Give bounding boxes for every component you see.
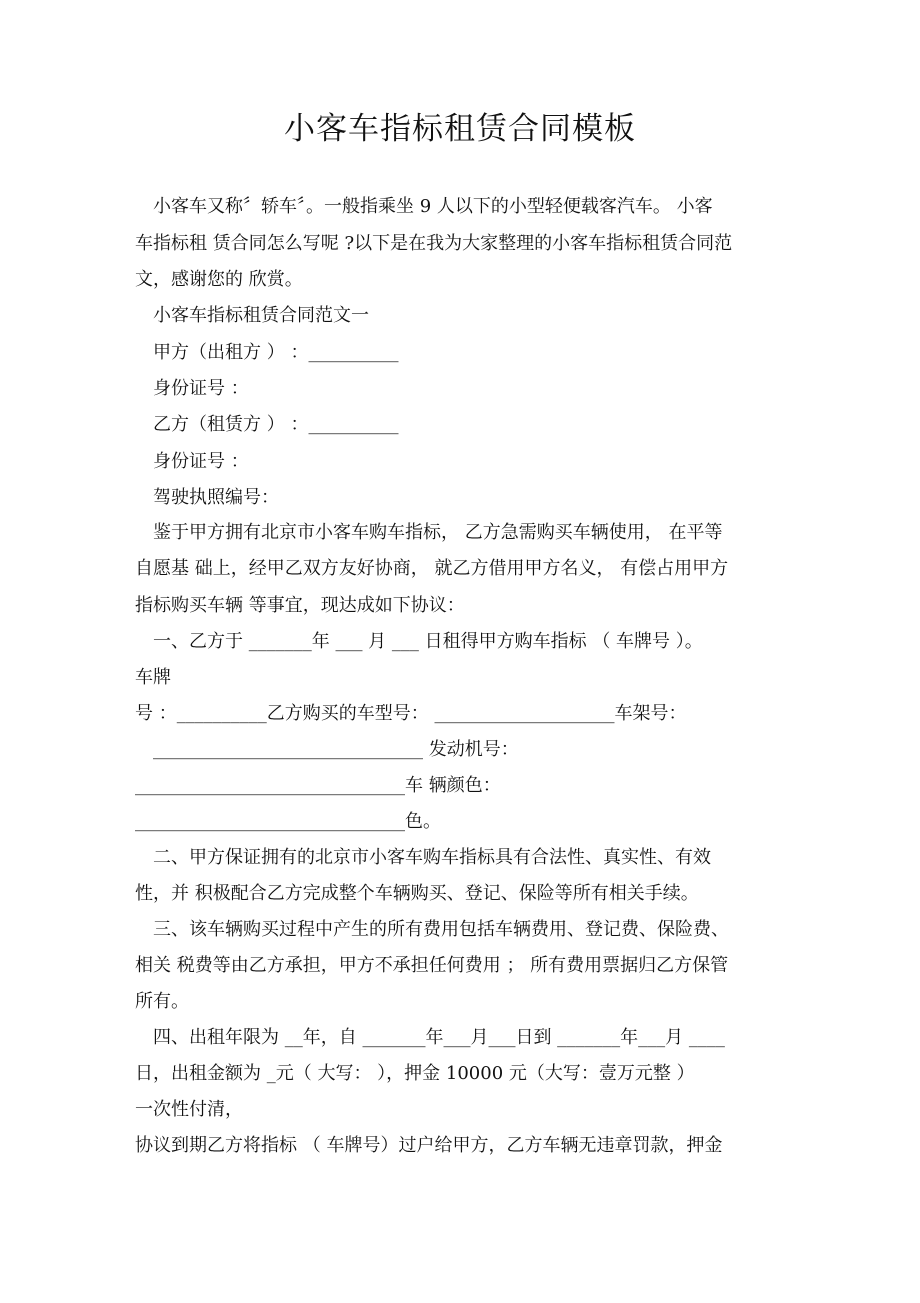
party-a-line: 甲方（出租方 ） ：__________: [153, 342, 399, 363]
sample-heading: 小客车指标租赁合同范文一: [153, 305, 369, 326]
party-b-id-line: 身份证号 ：: [153, 451, 249, 472]
intro-line-1: 小客车又称〞轿车〞。一般指乘坐 9 人以下的小型轻便载客汽车。 小客: [153, 196, 713, 217]
document-title: 小客车指标租赁合同模板: [284, 111, 636, 147]
license-number-line: 驾驶执照编号：: [153, 487, 279, 508]
clause-4-line-1: 四、出租年限为 __年，自 _______年___月___日到 _______年___月 ____: [153, 1027, 725, 1048]
party-b-line: 乙方（租赁方 ） ：__________: [153, 414, 399, 435]
intro-line-2: 车指标租 赁合同怎么写呢 ?以下是在我为大家整理的小客车指标租赁合同范: [135, 233, 733, 254]
clause-2-line-1: 二、甲方保证拥有的北京市小客车购车指标具有合法性、真实性、有效: [153, 847, 711, 868]
clause-1-line-4: ______________________________ 发动机号：: [153, 739, 519, 760]
clause-1-line-5: ______________________________车 辆颜色：: [135, 775, 501, 796]
intro-line-3: 文，感谢您的 欣赏。: [135, 269, 303, 290]
preamble-line-2: 自愿基 础上，经甲乙双方友好协商， 就乙方借用甲方名义， 有偿占用甲方: [135, 558, 729, 579]
clause-3-line-1: 三、该车辆购买过程中产生的所有费用包括车辆费用、登记费、保险费、: [153, 919, 729, 940]
clause-1-line-3: 号 ：__________乙方购买的车型号： ____________________车架号：: [135, 703, 687, 724]
clause-4-line-2: 日，出租金额为 _元（ 大写： ），押金 10000 元（大写：壹万元整 ）: [135, 1063, 695, 1084]
party-a-id-line: 身份证号 ：: [153, 378, 249, 399]
clause-1-line-1: 一、乙方于 _______年 ___ 月 ___ 日租得甲方购车指标 （ 车牌号 ）。: [153, 631, 703, 652]
clause-1-line-6: ______________________________色。: [135, 811, 441, 832]
clause-3-line-3: 所有。: [135, 991, 189, 1012]
clause-1-line-2: 车牌: [135, 667, 171, 688]
clause-2-line-2: 性，并 积极配合乙方完成整个车辆购买、登记、保险等所有相关手续。: [135, 883, 699, 904]
preamble-line-1: 鉴于甲方拥有北京市小客车购车指标， 乙方急需购买车辆使用， 在平等: [153, 522, 723, 543]
clause-4-line-3: 一次性付清，: [135, 1099, 243, 1120]
clause-3-line-2: 相关 税费等由乙方承担，甲方不承担任何费用 ； 所有费用票据归乙方保管: [135, 955, 729, 976]
preamble-line-3: 指标购买车辆 等事宜，现达成如下协议：: [135, 595, 465, 616]
clause-4-line-4: 协议到期乙方将指标 （ 车牌号）过户给甲方，乙方车辆无违章罚款，押金: [135, 1135, 723, 1156]
